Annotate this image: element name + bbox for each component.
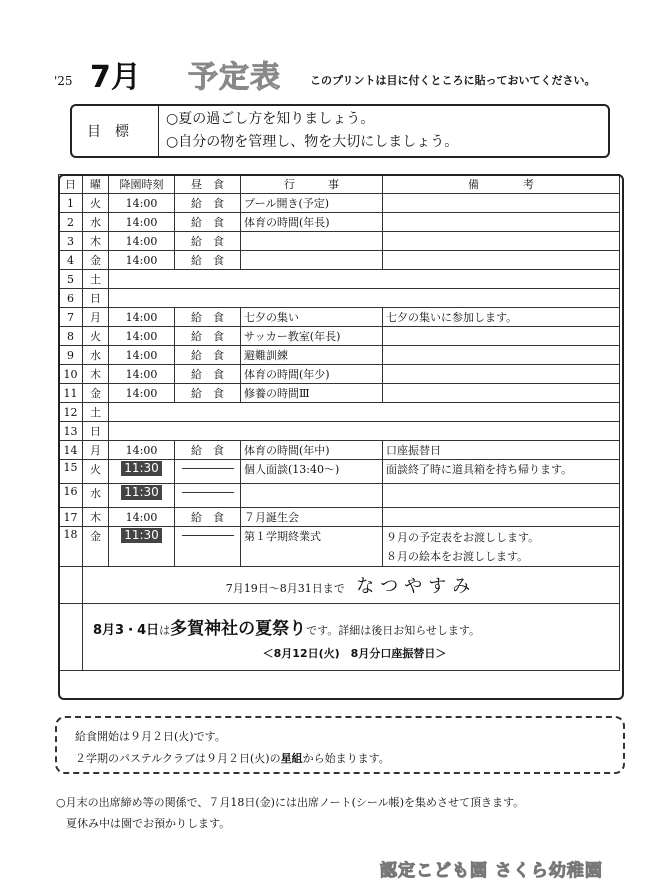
early-pickup-badge: 11:30 (121, 461, 162, 476)
event-cell (241, 251, 383, 270)
school-name: 認定こども園 さくら幼稚園 (380, 861, 603, 881)
day-cell: 10 (59, 365, 83, 384)
day-cell: 11 (59, 384, 83, 403)
note-cell (383, 484, 620, 508)
day-cell: 1 (59, 194, 83, 213)
time-cell: 14:00 (109, 327, 175, 346)
header-dow: 曜 (83, 175, 109, 194)
goals-box (70, 104, 610, 158)
festival-desu: です。 (306, 623, 339, 637)
festival-wa: は (159, 623, 171, 637)
event-cell (241, 484, 383, 508)
table-row (59, 327, 620, 346)
dow-cell: 日 (83, 422, 109, 441)
year-label: '25 (54, 74, 73, 88)
day-cell: 5 (59, 270, 83, 289)
lunch-cell: 給 食 (175, 232, 241, 251)
dow-cell: 木 (83, 508, 109, 527)
lunch-cell: 給 食 (175, 327, 241, 346)
table-row (59, 508, 620, 527)
dow-cell: 火 (83, 460, 109, 484)
lunch-cell: 給 食 (175, 441, 241, 460)
table-row (59, 422, 620, 441)
attendance-note: ○月末の出席締め等の関係で、７月18日(金)には出席ノート(シール帳)を集めさせて頂きます。 (56, 796, 525, 809)
time-cell: 14:00 (109, 346, 175, 365)
day-cell: 18 (59, 527, 83, 567)
dow-cell: 水 (83, 346, 109, 365)
note-cell: 七夕の集いに参加します。 (383, 308, 620, 327)
early-pickup-badge: 11:30 (121, 528, 162, 543)
day-cell: 13 (59, 422, 83, 441)
table-row (59, 308, 620, 327)
lunch-notice-box (55, 716, 625, 774)
time-cell: 14:00 (109, 251, 175, 270)
day-cell: 9 (59, 346, 83, 365)
time-cell: 14:00 (109, 194, 175, 213)
lunch-cell (175, 527, 241, 567)
time-cell: 14:00 (109, 213, 175, 232)
time-cell: 14:00 (109, 365, 175, 384)
lunch-cell (175, 484, 241, 508)
lunch-cell (175, 460, 241, 484)
goal-line-2: ○自分の物を管理し、物を大切にしましょう。 (166, 134, 459, 150)
day-cell: 16 (59, 484, 83, 508)
event-cell: 個人面談(13:40〜) (241, 460, 383, 484)
time-cell: 14:00 (109, 441, 175, 460)
event-cell: ７月誕生会 (241, 508, 383, 527)
time-cell: 14:00 (109, 384, 175, 403)
lunch-cell: 給 食 (175, 213, 241, 232)
header-lunch: 昼 食 (175, 175, 241, 194)
summer-care-note: 夏休み中は園でお預かりします。 (66, 817, 231, 830)
festival-row (59, 604, 620, 671)
header-pickup-time: 降園時刻 (109, 175, 175, 194)
day-cell: 8 (59, 327, 83, 346)
vacation-word: なつやすみ (356, 576, 477, 597)
table-row (59, 384, 620, 403)
note-cell (383, 194, 620, 213)
event-cell (241, 232, 383, 251)
event-cell: 修養の時間Ⅲ (241, 384, 383, 403)
blank-cell (109, 403, 620, 422)
day-cell: 3 (59, 232, 83, 251)
dow-cell: 金 (83, 251, 109, 270)
table-row (59, 232, 620, 251)
lunch-start-note: 給食開始は９月２日(火)です。 (75, 730, 226, 743)
table-row (59, 527, 620, 567)
event-cell: サッカー教室(年長) (241, 327, 383, 346)
table-header-row (59, 175, 620, 194)
event-cell: 避難訓練 (241, 346, 383, 365)
time-cell (109, 484, 175, 508)
table-row (59, 365, 620, 384)
header-notes: 備 考 (383, 175, 620, 194)
time-cell: 14:00 (109, 508, 175, 527)
early-pickup-badge: 11:30 (121, 485, 162, 500)
day-cell: 2 (59, 213, 83, 232)
dow-cell: 水 (83, 484, 109, 508)
schedule-table (58, 174, 620, 671)
dow-cell: 日 (83, 289, 109, 308)
dow-cell: 火 (83, 194, 109, 213)
vacation-range: 7月19日～8月31日まで (225, 582, 345, 595)
vacation-row (59, 567, 620, 604)
note-cell (383, 327, 620, 346)
day-cell: 17 (59, 508, 83, 527)
day-cell: 14 (59, 441, 83, 460)
dow-cell: 木 (83, 232, 109, 251)
event-cell: 体育の時間(年長) (241, 213, 383, 232)
note-cell (383, 213, 620, 232)
time-cell (109, 460, 175, 484)
festival-name: 多賀神社の夏祭り (170, 618, 307, 639)
event-cell: 七夕の集い (241, 308, 383, 327)
header-event: 行 事 (241, 175, 383, 194)
lunch-cell: 給 食 (175, 508, 241, 527)
lunch-cell: 給 食 (175, 308, 241, 327)
month-title: 7月 (90, 60, 141, 95)
note-cell: 口座振替日 (383, 441, 620, 460)
time-cell: 14:00 (109, 232, 175, 251)
lunch-cell: 給 食 (175, 365, 241, 384)
table-row (59, 213, 620, 232)
note-cell: 面談終了時に道具箱を持ち帰ります。 (383, 460, 620, 484)
dow-cell: 月 (83, 441, 109, 460)
dow-cell: 木 (83, 365, 109, 384)
day-cell: 12 (59, 403, 83, 422)
note-cell (383, 365, 620, 384)
table-row (59, 484, 620, 508)
event-cell: 体育の時間(年少) (241, 365, 383, 384)
event-cell: 第１学期終業式 (241, 527, 383, 567)
time-cell: 14:00 (109, 308, 175, 327)
no-lunch-dash (182, 535, 234, 536)
note-cell (383, 508, 620, 527)
festival-detail: 詳細は後日お知らせします。 (338, 623, 481, 637)
pastel-club-note: ２学期のパステルクラブは９月２日(火)の星組から始まります。 (75, 752, 390, 765)
dow-cell: 土 (83, 403, 109, 422)
table-row (59, 441, 620, 460)
day-cell: 15 (59, 460, 83, 484)
blank-cell (109, 422, 620, 441)
event-cell: プール開き(予定) (241, 194, 383, 213)
note-cell: ９月の予定表をお渡しします。 ８月の絵本をお渡しします。 (383, 527, 620, 567)
dow-cell: 月 (83, 308, 109, 327)
blank-cell (109, 289, 620, 308)
dow-cell: 土 (83, 270, 109, 289)
dow-cell: 火 (83, 327, 109, 346)
festival-date: 8月3・4日 (93, 622, 160, 638)
lunch-cell: 給 食 (175, 384, 241, 403)
blank-cell (109, 270, 620, 289)
table-row (59, 251, 620, 270)
time-cell (109, 527, 175, 567)
event-cell: 体育の時間(年中) (241, 441, 383, 460)
day-cell: 4 (59, 251, 83, 270)
note-cell (383, 346, 620, 365)
note-cell (383, 251, 620, 270)
no-lunch-dash (182, 492, 234, 493)
no-lunch-dash (182, 468, 234, 469)
table-row (59, 346, 620, 365)
page-title: 予定表 (188, 60, 281, 95)
table-row (59, 403, 620, 422)
note-cell (383, 384, 620, 403)
table-row (59, 460, 620, 484)
day-cell: 6 (59, 289, 83, 308)
table-row (59, 270, 620, 289)
lunch-cell: 給 食 (175, 251, 241, 270)
day-cell: 7 (59, 308, 83, 327)
posting-notice: このプリントは目に付くところに貼っておいてください。 (310, 74, 596, 87)
dow-cell: 金 (83, 384, 109, 403)
festival-subnote: ＜8月12日(火) 8月分口座振替日＞ (262, 646, 447, 660)
goals-label: 目標 (72, 106, 159, 156)
dow-cell: 水 (83, 213, 109, 232)
header-day: 日 (59, 175, 83, 194)
dow-cell: 金 (83, 527, 109, 567)
lunch-cell: 給 食 (175, 346, 241, 365)
lunch-cell: 給 食 (175, 194, 241, 213)
goal-line-1: ○夏の過ごし方を知りましょう。 (166, 111, 375, 127)
note-cell (383, 232, 620, 251)
table-row (59, 289, 620, 308)
table-row (59, 194, 620, 213)
